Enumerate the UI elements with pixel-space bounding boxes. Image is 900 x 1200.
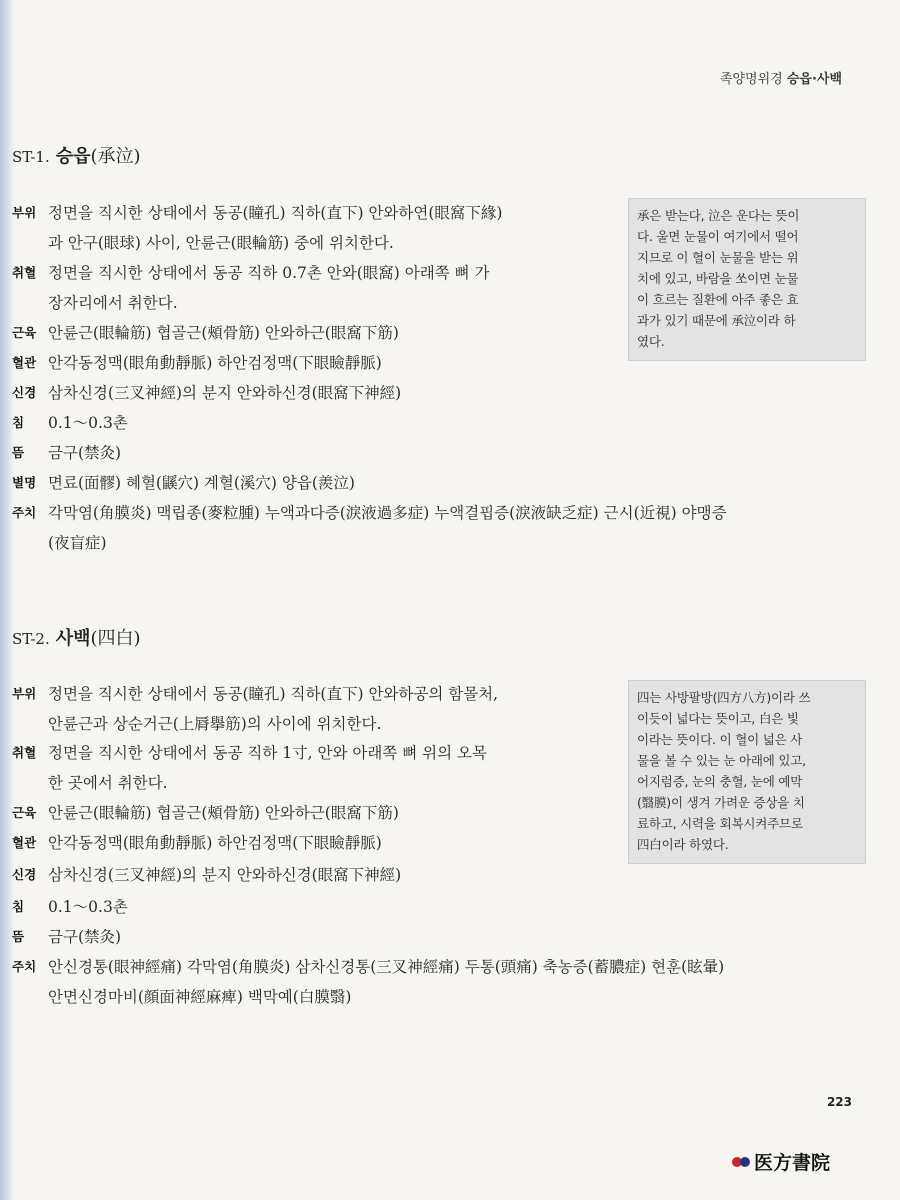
entry-text: 0.1～0.3촌	[48, 414, 128, 432]
blue-dot-icon	[740, 1157, 750, 1167]
section-name: 사백	[55, 628, 91, 649]
section-name: 승읍	[55, 146, 91, 167]
entry-text: 정면을 직시한 상태에서 동공 직하 1寸, 안와 아래쪽 뼈 위의 오목	[48, 744, 487, 762]
entry-label: 신경	[12, 867, 37, 882]
section-title-st2	[12, 624, 141, 650]
entry-location	[12, 198, 612, 258]
entry-muscle	[12, 318, 612, 348]
entry-nerve	[12, 860, 612, 890]
etymology-box-st2	[628, 680, 866, 864]
entry-indications	[12, 952, 862, 1012]
publisher-mark-icon	[732, 1157, 750, 1167]
section-code: ST-2.	[12, 630, 50, 648]
publisher-name: 医方書院	[753, 1152, 830, 1174]
entry-acupuncture	[12, 892, 612, 922]
entry-alias	[12, 468, 612, 498]
entry-text: 금구(禁灸)	[48, 444, 122, 462]
entry-text: 삼차신경(三叉神經)의 분지 안와하신경(眼窩下神經)	[48, 866, 402, 884]
entry-label: 부위	[12, 205, 37, 220]
entry-acupoint-finding	[12, 258, 612, 318]
entry-text: 장자리에서 취한다.	[48, 294, 178, 312]
etymology-line: 물을 볼 수 있는 눈 아래에 있고,	[637, 753, 806, 768]
entry-nerve	[12, 378, 612, 408]
page-number: 223	[826, 1095, 852, 1109]
entry-label: 혈관	[12, 835, 37, 850]
entry-label: 부위	[12, 686, 37, 701]
etymology-line: 四는 사방팔방(四方八方)이라 쓰	[637, 690, 811, 705]
entry-label: 취혈	[12, 265, 37, 280]
etymology-line: 치에 있고, 바람을 쏘이면 눈물	[637, 271, 799, 286]
entry-text: 안각동정맥(眼角動靜脈) 하안검정맥(下眼瞼靜脈)	[48, 834, 382, 852]
entry-text: 안면신경마비(顔面神經麻痺) 백막예(白膜翳)	[48, 988, 352, 1006]
entry-text: 한 곳에서 취한다.	[48, 774, 168, 792]
entry-label: 취혈	[12, 745, 37, 760]
entry-indications	[12, 498, 862, 558]
entry-text: 안륜근(眼輪筋) 협골근(頰骨筋) 안와하근(眼窩下筋)	[48, 324, 399, 342]
entry-text: 금구(禁灸)	[48, 928, 122, 946]
entry-label: 신경	[12, 385, 37, 400]
entry-text: (夜盲症)	[48, 534, 107, 552]
etymology-line: 四白이라 하였다.	[637, 837, 729, 852]
entry-text: 0.1～0.3촌	[48, 898, 128, 916]
section-code: ST-1.	[12, 148, 50, 166]
entry-text: 과 안구(眼球) 사이, 안륜근(眼輪筋) 중에 위치한다.	[48, 234, 394, 252]
etymology-line: 료하고, 시력을 회복시켜주므로	[637, 816, 803, 831]
entry-label: 침	[12, 415, 25, 430]
etymology-line: 이라는 뜻이다. 이 혈이 넓은 사	[637, 732, 803, 747]
page-binding-shadow	[0, 0, 14, 1200]
entry-blood-vessel	[12, 828, 612, 858]
entry-text: 삼차신경(三叉神經)의 분지 안와하신경(眼窩下神經)	[48, 384, 402, 402]
entry-text: 안신경통(眼神經痛) 각막염(角膜炎) 삼차신경통(三叉神經痛) 두통(頭痛) 축농증(蓄膿症) 현훈(眩暈)	[48, 958, 725, 976]
entry-label: 별명	[12, 475, 37, 490]
etymology-line: 과가 있기 때문에 承泣이라 하	[637, 313, 796, 328]
running-head-points: 승읍·사백	[786, 72, 842, 87]
entry-text: 정면을 직시한 상태에서 동공(瞳孔) 직하(直下) 안와하연(眼窩下緣)	[48, 204, 503, 222]
entry-location	[12, 679, 612, 739]
entry-label: 뜸	[12, 445, 25, 460]
entry-moxibustion	[12, 438, 612, 468]
section-title-st1	[12, 142, 141, 168]
etymology-line: 承은 받는다, 泣은 운다는 뜻이	[637, 208, 800, 223]
entry-text: 안각동정맥(眼角動靜脈) 하안검정맥(下眼瞼靜脈)	[48, 354, 382, 372]
etymology-box-st1	[628, 198, 866, 361]
entry-label: 주치	[12, 959, 37, 974]
etymology-line: 였다.	[637, 334, 665, 349]
entry-acupoint-finding	[12, 738, 612, 798]
etymology-line: 이듯이 넓다는 뜻이고, 白은 빛	[637, 711, 799, 726]
entry-text: 정면을 직시한 상태에서 동공 직하 0.7촌 안와(眼窩) 아래쪽 뼈 가	[48, 264, 490, 282]
entry-muscle	[12, 798, 612, 828]
section-hanja: (承泣)	[90, 146, 141, 167]
etymology-line: 다. 울면 눈물이 여기에서 떨어	[637, 229, 799, 244]
etymology-line: (翳膜)이 생겨 가려운 증상을 치	[637, 795, 805, 810]
entry-text: 각막염(角膜炎) 맥립종(麥粒腫) 누액과다증(淚液過多症) 누액결핍증(淚液缺乏症) 근시(近視) 야맹증	[48, 504, 727, 522]
etymology-line: 지므로 이 혈이 눈물을 받는 위	[637, 250, 799, 265]
entry-text: 면료(面髎) 혜혈(鼷穴) 계혈(溪穴) 양읍(羨泣)	[48, 474, 355, 492]
entry-blood-vessel	[12, 348, 612, 378]
entry-label: 주치	[12, 505, 37, 520]
entry-label: 혈관	[12, 355, 37, 370]
etymology-line: 어지럼증, 눈의 충혈, 눈에 예막	[637, 774, 803, 789]
entry-label: 근육	[12, 325, 37, 340]
publisher-logo	[732, 1148, 830, 1175]
entry-text: 안륜근과 상순거근(上脣擧筋)의 사이에 위치한다.	[48, 715, 382, 733]
running-head-chapter: 족양명위경	[719, 72, 783, 87]
entry-label: 뜸	[12, 929, 25, 944]
entry-moxibustion	[12, 922, 612, 952]
entry-text: 정면을 직시한 상태에서 동공(瞳孔) 직하(直下) 안와하공의 함몰처,	[48, 685, 499, 703]
entry-label: 근육	[12, 805, 37, 820]
section-hanja: (四白)	[90, 628, 141, 649]
running-head	[720, 68, 842, 87]
entry-label: 침	[12, 899, 25, 914]
entry-text: 안륜근(眼輪筋) 협골근(頰骨筋) 안와하근(眼窩下筋)	[48, 804, 399, 822]
entry-acupuncture	[12, 408, 612, 438]
etymology-line: 이 흐르는 질환에 아주 좋은 효	[637, 292, 799, 307]
